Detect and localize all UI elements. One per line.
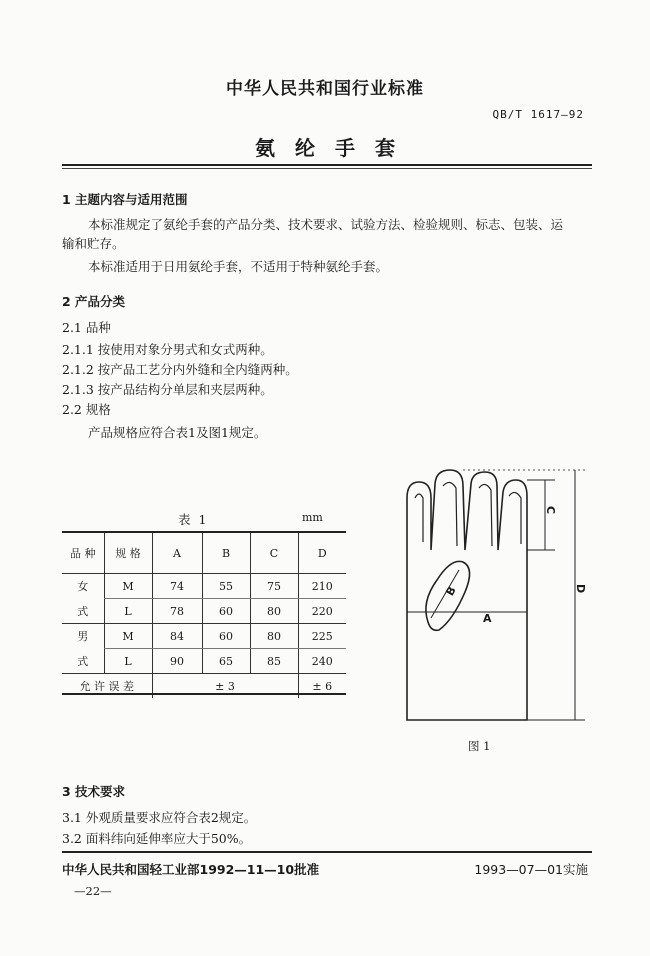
cell-size: L — [104, 649, 152, 674]
spec-table — [62, 533, 346, 698]
table-row — [62, 649, 346, 674]
label-c: C — [544, 506, 557, 515]
cell-size: L — [104, 599, 152, 624]
cell-b: 60 — [202, 599, 250, 624]
section1-para2: 本标准适用于日用氨纶手套，不适用于特种氨纶手套。 — [88, 259, 389, 274]
cell-d: 240 — [298, 649, 346, 674]
standard-code: QB/T 1617—92 — [492, 108, 584, 121]
section1-para1-line1: 本标准规定了氨纶手套的产品分类、技术要求、试验方法、检验规则、标志、包装、运 — [88, 217, 564, 232]
label-a: A — [483, 612, 492, 625]
section2-item: 2.1.1 按使用对象分男式和女式两种。 — [62, 342, 273, 357]
glove-figure — [395, 462, 600, 732]
table-unit: mm — [302, 511, 323, 524]
document-title: 氨纶手套 — [255, 136, 415, 160]
finger-inner-line — [479, 484, 492, 546]
cell-d: 210 — [298, 574, 346, 599]
cell-c: 80 — [250, 624, 298, 649]
label-b: B — [443, 584, 459, 599]
cell-c: 80 — [250, 599, 298, 624]
page-number: —22— — [74, 884, 112, 898]
cell-a: 84 — [152, 624, 202, 649]
tolerance-label: 允 许 误 差 — [79, 680, 134, 693]
section2-item: 2.1 品种 — [62, 320, 111, 335]
section3-heading: 3 技术要求 — [62, 784, 126, 799]
section2-item: 2.2 规格 — [62, 402, 111, 417]
cell-c: 85 — [250, 649, 298, 674]
section1-para1-line2: 输和贮存。 — [62, 236, 125, 251]
header-cell: C — [250, 533, 298, 574]
approval-line: 中华人民共和国轻工业部1992—11—10批准 — [62, 862, 320, 877]
table-caption: 表 1 — [178, 512, 209, 527]
header-rule-thick — [62, 164, 592, 166]
section2-item: 2.1.3 按产品结构分单层和夹层两种。 — [62, 382, 273, 397]
table-row — [62, 599, 346, 624]
group-label: 男 — [77, 630, 89, 644]
group-label: 式 — [62, 599, 104, 624]
footer-rule — [62, 851, 592, 853]
cell-a: 90 — [152, 649, 202, 674]
cell-b: 65 — [202, 649, 250, 674]
organization-title: 中华人民共和国行业标准 — [226, 79, 424, 99]
effective-date: 1993—07—01实施 — [474, 862, 588, 877]
section1-heading: 1 主题内容与适用范围 — [62, 192, 188, 207]
thumb-outline — [426, 561, 470, 630]
glove-outline — [407, 470, 527, 720]
section2-item: 2.1.2 按产品工艺分内外缝和全内缝两种。 — [62, 362, 298, 377]
figure-caption: 图 1 — [468, 739, 491, 753]
header-cell: B — [202, 533, 250, 574]
finger-inner-line — [509, 492, 521, 544]
tolerance-d: ± 6 — [298, 674, 346, 699]
cell-a: 74 — [152, 574, 202, 599]
table-row — [62, 624, 346, 649]
header-cell: 品 种 — [62, 533, 104, 574]
header-rule-thin — [62, 168, 592, 169]
cell-d: 220 — [298, 599, 346, 624]
group-label: 女 — [77, 580, 89, 594]
table-bottom-rule — [62, 693, 346, 695]
section3-item: 3.1 外观质量要求应符合表2规定。 — [62, 810, 257, 825]
tolerance-abc: ± 3 — [152, 674, 298, 699]
group-label: 式 — [62, 649, 104, 674]
spec-note: 产品规格应符合表1及图1规定。 — [88, 425, 267, 440]
header-cell: 规 格 — [104, 533, 152, 574]
section3-item: 3.2 面料纬向延伸率应大于50%。 — [62, 831, 252, 846]
label-d: D — [574, 584, 587, 594]
section2-heading: 2 产品分类 — [62, 294, 126, 309]
table-header-row — [62, 533, 346, 574]
cell-b: 55 — [202, 574, 250, 599]
finger-inner-line — [415, 494, 423, 542]
header-cell: A — [152, 533, 202, 574]
cell-c: 75 — [250, 574, 298, 599]
cell-d: 225 — [298, 624, 346, 649]
cell-a: 78 — [152, 599, 202, 624]
finger-inner-line — [443, 482, 457, 546]
cell-b: 60 — [202, 624, 250, 649]
table-row — [62, 574, 346, 599]
header-cell: D — [298, 533, 346, 574]
cell-size: M — [104, 574, 152, 599]
cell-size: M — [104, 624, 152, 649]
